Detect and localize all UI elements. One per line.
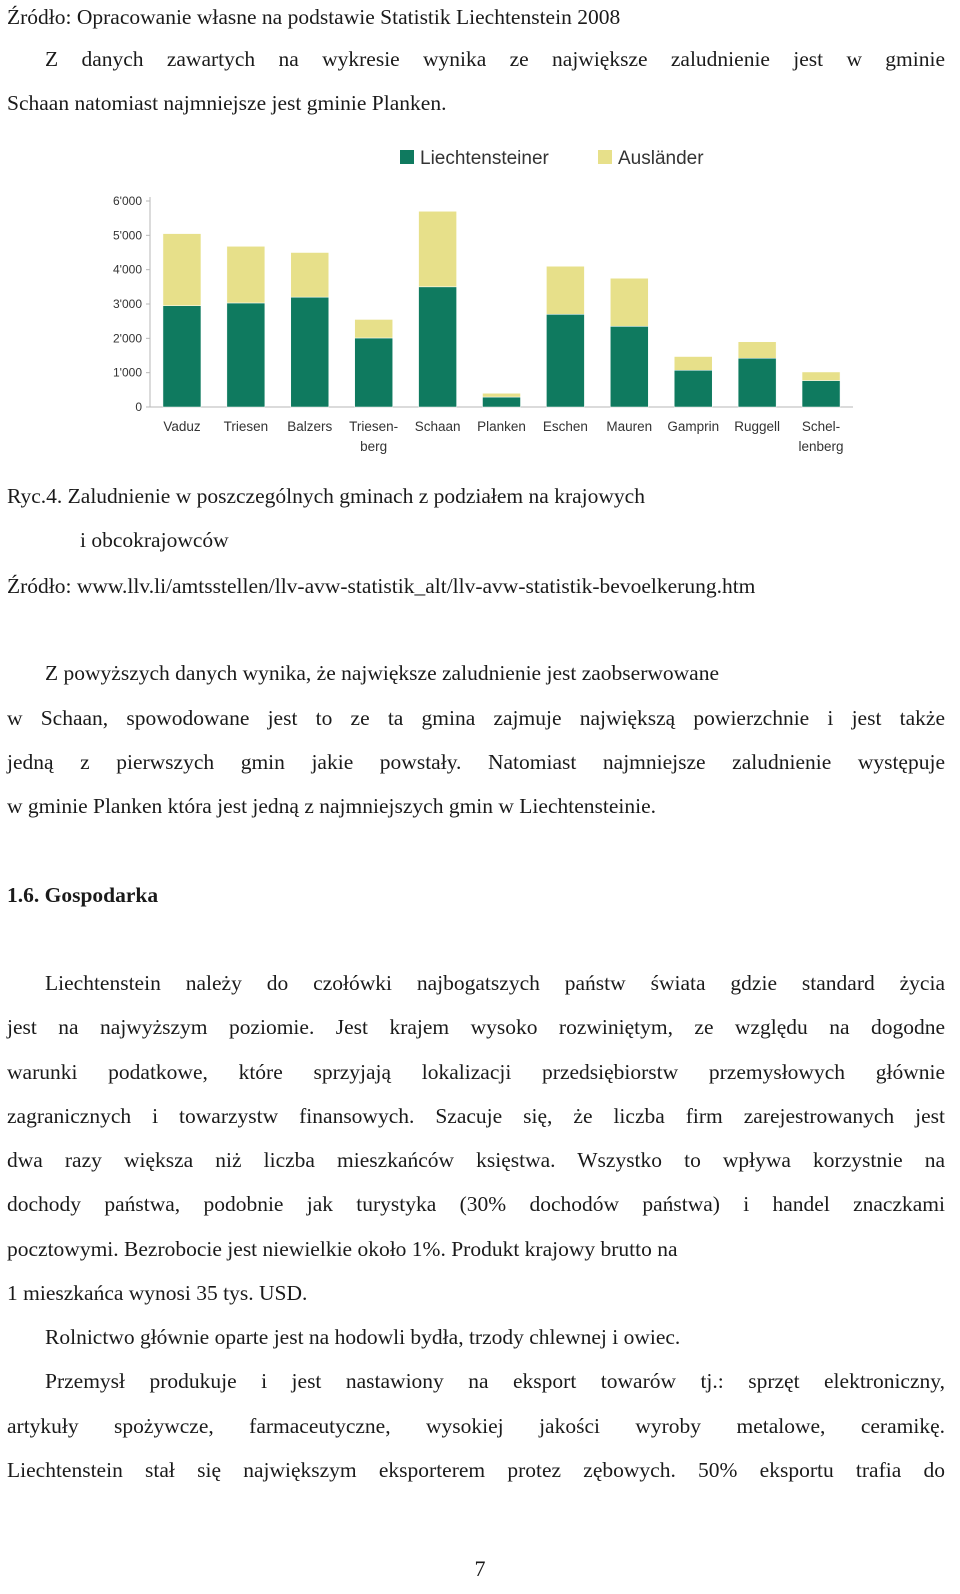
paragraph-2-line-4: zagranicznych i towarzystw finansowych. Szacuje się, że liczba firm zarejestrowanych jest [7,1104,945,1128]
bar-auslaender [546,266,584,314]
bar-auslaender [610,278,648,326]
paragraph-2-line-3: warunki podatkowe, które sprzyjają lokalizacji przedsiębiorstw przemysłowych głównie [7,1060,945,1084]
bar-liechtensteiner [419,287,457,407]
y-tick-label: 5'000 [113,228,142,243]
figure-source: Źródło: www.llv.li/amtsstellen/llv-avw-statistik_alt/llv-avw-statistik-bevoelkerung.htm [7,574,756,598]
page-number: 7 [474,1556,486,1581]
bar-liechtensteiner [163,306,201,407]
bar-auslaender [802,372,840,381]
bar-liechtensteiner [483,397,521,407]
paragraph-1-line-2: w Schaan, spowodowane jest to ze ta gmina zajmuje największą powierzchnie i jest także [7,706,945,730]
paragraph-4-line-2: artykuły spożywcze, farmaceutyczne, wysokiej jakości wyroby metalowe, ceramikę. [7,1414,945,1438]
y-tick-label: 1'000 [113,365,142,380]
bar-auslaender [163,234,201,306]
paragraph-1-line-1: Z powyższych danych wynika, że największe zaludnienie jest zaobserwowane [45,661,719,685]
intro-line-2: Schaan natomiast najmniejsze jest gminie Planken. [7,91,447,115]
paragraph-4-line-3: Liechtenstein stał się największym eksporterem protez zębowych. 50% eksportu trafia do [7,1458,945,1482]
section-heading: 1.6. Gospodarka [7,883,159,907]
bar-auslaender [291,253,329,298]
y-tick-label: 6'000 [113,194,142,208]
bar-liechtensteiner [674,370,712,407]
source-note-top: Źródło: Opracowanie własne na podstawie Statistik Liechtenstein 2008 [7,5,621,29]
paragraph-4-line-1: Przemysł produkuje i jest nastawiony na eksport towarów tj.: sprzęt elektroniczny, [45,1369,945,1393]
paragraph-2-line-8: 1 mieszkańca wynosi 35 tys. USD. [7,1281,308,1305]
population-chart [108,136,868,466]
x-tick-label: Vaduz [163,419,201,434]
bar-auslaender [419,211,457,287]
population-stacked-bar-chart [108,136,868,466]
figure-caption-line-1: Ryc.4. Zaludnienie w poszczególnych gminach z podziałem na krajowych [7,484,645,508]
paragraph-2-line-6: dochody państwa, podobnie jak turystyka (30% dochodów państwa) i handel znaczkami [7,1192,945,1216]
x-tick-label: lenberg [798,439,844,454]
paragraph-1-line-4: w gminie Planken która jest jedną z najmniejszych gmin w Liechtensteinie. [7,794,656,818]
y-tick-label: 3'000 [113,297,142,311]
paragraph-3: Rolnictwo głównie oparte jest na hodowli bydła, trzody chlewnej i owiec. [45,1325,681,1349]
legend-swatch-auslaender [598,150,612,164]
figure-caption-line-2: i obcokrajowców [80,528,229,552]
paragraph-2-line-7: pocztowymi. Bezrobocie jest niewielkie około 1%. Produkt krajowy brutto na [7,1237,678,1261]
bar-auslaender [483,393,521,397]
bar-auslaender [738,342,776,358]
x-tick-label: Balzers [287,419,333,434]
bar-liechtensteiner [291,297,329,407]
bar-liechtensteiner [738,358,776,407]
bar-liechtensteiner [802,381,840,407]
x-tick-label: Mauren [606,419,653,434]
bar-auslaender [674,357,712,371]
x-tick-label: Gamprin [667,419,720,434]
legend-swatch-liechtensteiner [400,150,414,164]
x-tick-label: Triesen [223,419,269,434]
y-tick-label: 0 [135,400,142,414]
y-tick-label: 2'000 [113,331,142,346]
bar-auslaender [355,319,393,338]
bar-liechtensteiner [355,338,393,407]
bar-auslaender [227,246,265,303]
x-tick-label: Eschen [542,419,588,434]
x-tick-label: Planken [477,419,526,434]
legend-label: Liechtensteiner [420,148,549,169]
y-tick-label: 4'000 [113,262,142,277]
bar-liechtensteiner [610,326,648,407]
bar-liechtensteiner [546,314,584,407]
paragraph-2-line-5: dwa razy większa niż liczba mieszkańców księstwa. Wszystko to wpływa korzystnie na [7,1148,945,1172]
legend-label: Ausländer [618,148,704,169]
paragraph-1-line-3: jedną z pierwszych gmin jakie powstały. Natomiast najmniejsze zaludnienie występuje [7,750,945,774]
paragraph-2-line-2: jest na najwyższym poziomie. Jest krajem wysoko rozwiniętym, ze względu na dogodne [7,1015,945,1039]
bar-liechtensteiner [227,303,265,407]
intro-line-1: Z danych zawartych na wykresie wynika ze największe zaludnienie jest w gminie [45,47,945,71]
x-tick-label: Triesen- [349,419,399,434]
x-tick-label: berg [360,439,388,454]
paragraph-2-line-1: Liechtenstein należy do czołówki najbogatszych państw świata gdzie standard życia [45,971,945,995]
x-tick-label: Schel- [801,419,841,434]
x-tick-label: Ruggell [734,419,781,434]
x-tick-label: Schaan [414,419,461,434]
